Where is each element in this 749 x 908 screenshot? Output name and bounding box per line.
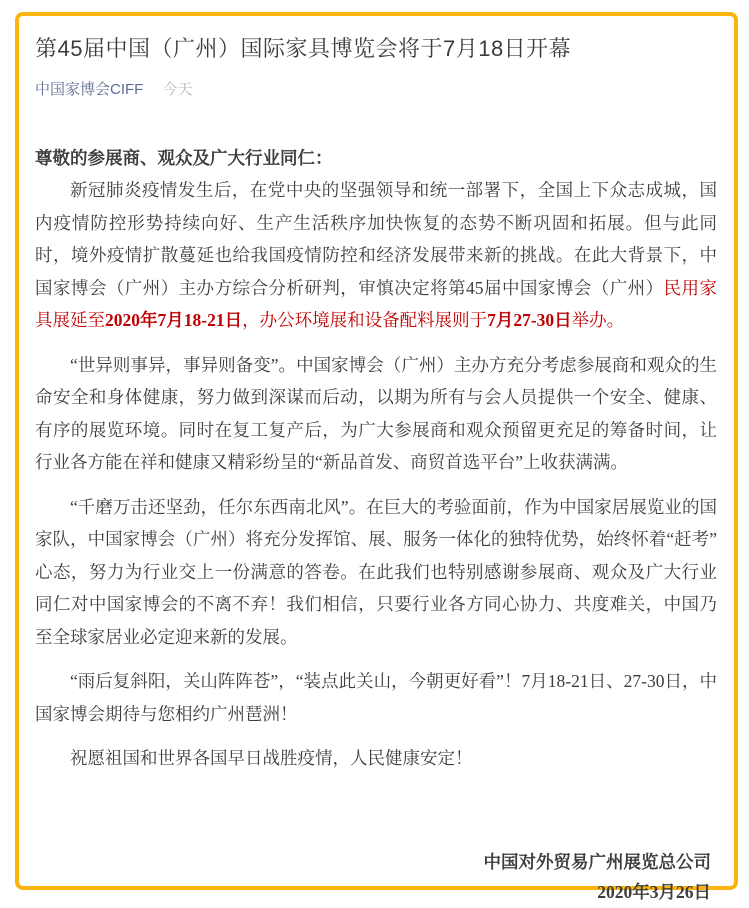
paragraph-4: “雨后复斜阳，关山阵阵苍”，“装点此关山，今朝更好看”！7月18-21日、27-30日，中国家博会期待与您相约广州琶洲！ <box>35 671 717 724</box>
publish-time: 今天 <box>162 80 193 98</box>
signature-block <box>35 847 717 907</box>
paragraph-1-text: 新冠肺炎疫情发生后，在党中央的坚强领导和统一部署下，全国上下众志成城，国内疫情防控形势持续向好、生产生活秩序加快恢复的态势不断巩固和拓展。但与此同时，境外疫情扩散蔓延也给我国疫情防控和经济发展带来新的挑战。在此大背景下，中国家博会（广州）主办方综合分析研判，审慎决定将第45届中国家博会（广州） <box>35 180 717 298</box>
highlight-red-text-3: 举办。 <box>571 310 625 331</box>
highlight-red-text-2: ，办公环境展和设备配料展则于 <box>242 310 488 331</box>
highlight-red-text-1: 民用家具展延至 <box>35 277 718 331</box>
paragraph-5-wish: 祝愿祖国和世界各国早日战胜疫情，人民健康安定！ <box>70 748 473 769</box>
author-account-link[interactable]: 中国家博会CIFF <box>35 80 144 98</box>
paragraph-3: “千磨万击还坚劲，任尔东西南北风”。在巨大的考验面前，作为中国家居展览业的国家队，中国家博会（广州）将充分发挥馆、展、服务一体化的独特优势，始终怀着“赶考”心态，努力为行业交上一份满意的答卷。在此我们也特别感谢参展商、观众及广大行业同仁对中国家博会的不离不弃！我们相信，只要行业各方同心协力、共度难关，中国乃至全球家居业必定迎来新的发展。 <box>35 496 717 647</box>
byline <box>35 80 717 100</box>
article-card <box>15 12 738 902</box>
article-body <box>35 142 717 775</box>
signature-date: 2020年3月26日 <box>597 881 711 902</box>
highlight-date-office-show: 7月27-30日 <box>487 310 572 331</box>
salutation-line: 尊敬的参展商、观众及广大行业同仁： <box>35 147 333 168</box>
article-title: 第45届中国（广州）国际家具博览会将于7月18日开幕 <box>35 36 572 61</box>
highlight-date-civil-furniture: 2020年7月18-21日 <box>105 310 243 331</box>
signature-company: 中国对外贸易广州展览总公司 <box>483 851 711 872</box>
paragraph-2: “世异则事异，事异则备变”。中国家博会（广州）主办方充分考虑参展商和观众的生命安全和身体健康，努力做到深谋而后动，以期为所有与会人员提供一个安全、健康、有序的展览环境。同时在复工复产后，为广大参展商和观众预留更充足的筹备时间，让行业各方能在祥和健康又精彩纷呈的“新品首发、商贸首选平台”上收获满满。 <box>35 354 717 473</box>
paragraph-1 <box>35 174 717 337</box>
